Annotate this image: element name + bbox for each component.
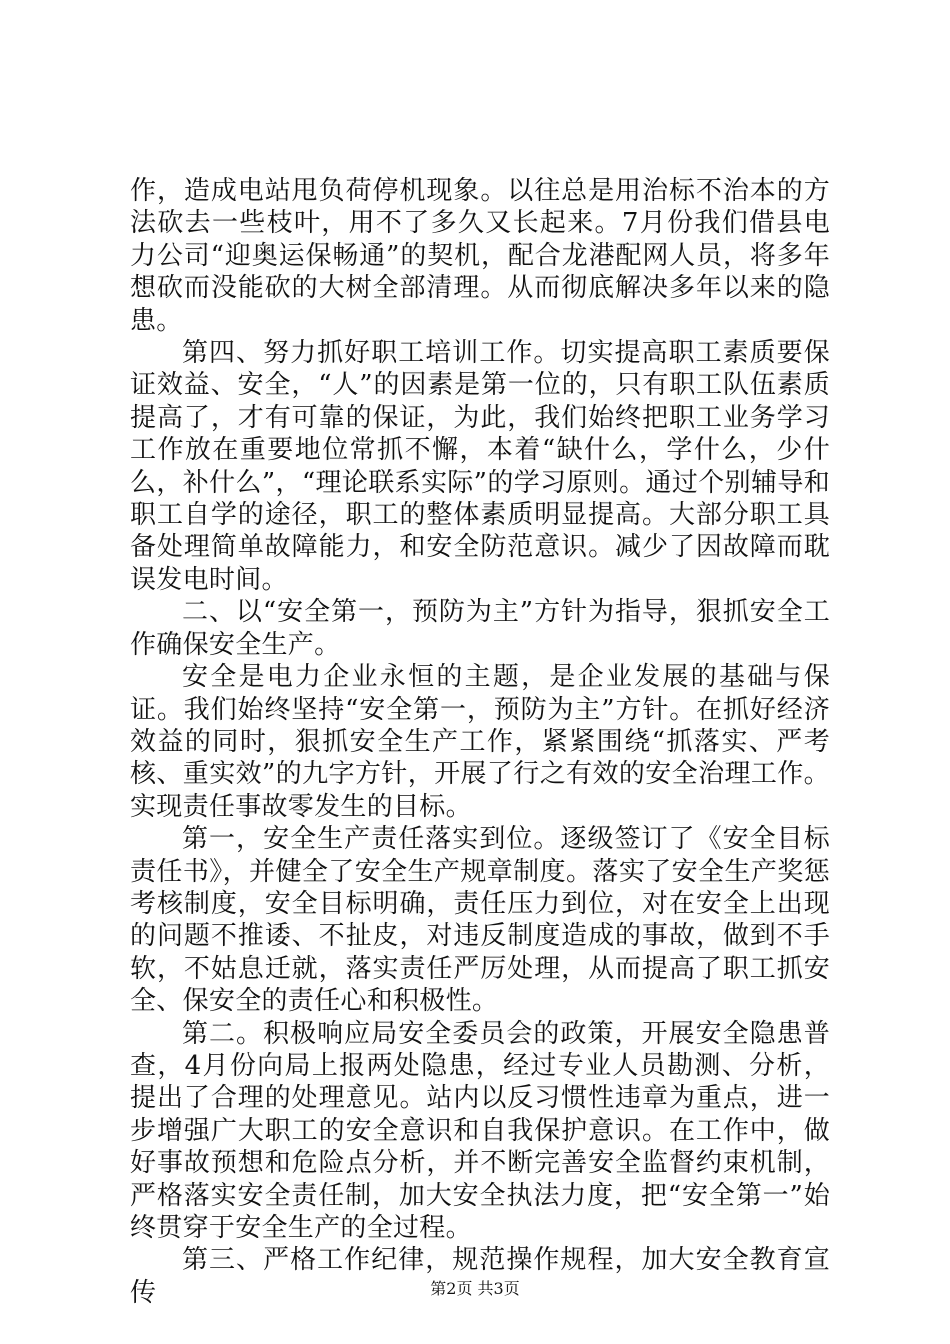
paragraph-2: 第四、努力抓好职工培训工作。切实提高职工素质要保证效益、安全，“人”的因素是第一位的，只有职工队伍素质提高了，才有可靠的保证，为此，我们始终把职工业务学习工作放在重要地位常抓不懈，本着“缺什么，学什么，少什么，补什么”，“理论联系实际”的学习原则。通过个别辅导和职工自学的途径，职工的整体素质明显提高。大部分职工具备处理简单故障能力，和安全防范意识。减少了因故障而耽误发电时间。 xyxy=(130,338,830,595)
paragraph-1: 作，造成电站甩负荷停机现象。以往总是用治标不治本的方法砍去一些枝叶，用不了多久又长起来。7月份我们借县电力公司“迎奥运保畅通”的契机，配合龙港配网人员，将多年想砍而没能砍的大树全部清理。从而彻底解决多年以来的隐患。 xyxy=(130,176,830,336)
document-body xyxy=(130,175,830,1309)
paragraph-7: 第三、严格工作纪律，规范操作规程，加大安全教育宣传 xyxy=(130,1245,830,1308)
paragraph-5: 第一，安全生产责任落实到位。逐级签订了《安全目标责任书》，并健全了安全生产规章制度。落实了安全生产奖惩考核制度，安全目标明确，责任压力到位，对在安全上出现的问题不推诿、不扯皮，对违反制度造成的事故，做到不手软，不姑息迁就，落实责任严厉处理，从而提高了职工抓安全、保安全的责任心和积极性。 xyxy=(130,824,830,1017)
page-number-footer: 第2页 共3页 xyxy=(430,1279,520,1298)
paragraph-3: 二、以“安全第一，预防为主”方针为指导，狠抓安全工作确保安全生产。 xyxy=(130,597,830,660)
paragraph-6: 第二。积极响应局安全委员会的政策，开展安全隐患普查，4月份向局上报两处隐患，经过专业人员勘测、分析，提出了合理的处理意见。站内以反习惯性违章为重点，进一步增强广大职工的安全意识和自我保护意识。在工作中，做好事故预想和危险点分析，并不断完善安全监督约束机制，严格落实安全责任制，加大安全执法力度，把“安全第一”始终贯穿于安全生产的全过程。 xyxy=(130,1018,830,1243)
paragraph-4: 安全是电力企业永恒的主题，是企业发展的基础与保证。我们始终坚持“安全第一，预防为主”方针。在抓好经济效益的同时，狠抓安全生产工作，紧紧围绕“抓落实、严考核、重实效”的九字方针，开展了行之有效的安全治理工作。实现责任事故零发生的目标。 xyxy=(130,662,830,822)
